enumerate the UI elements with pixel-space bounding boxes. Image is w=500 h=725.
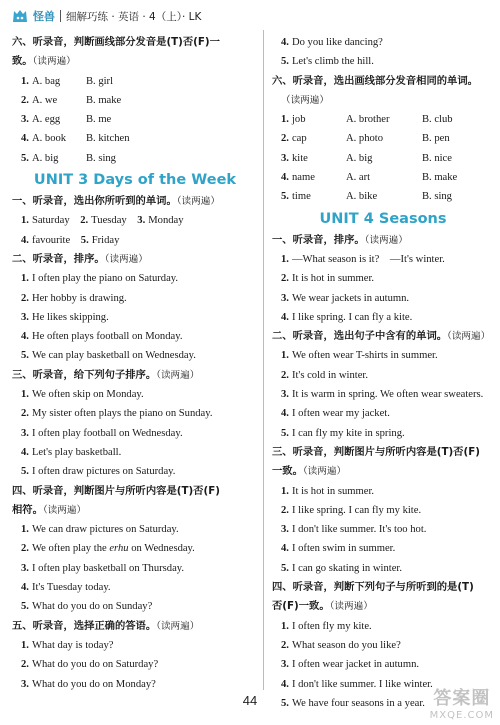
section-left-2 bbox=[12, 250, 258, 366]
list-item: 5. We can play basketball on Wednesday. bbox=[21, 350, 196, 362]
list-item: 5. Let's climb the hill. bbox=[281, 56, 374, 68]
list-item: 2. A. we B. make bbox=[21, 94, 122, 106]
list-item: 5. I often draw pictures on Saturday. bbox=[21, 466, 176, 478]
section-title: 二、听录音，选出句子中含有的单词。（读两遍） bbox=[272, 330, 491, 343]
list-item: 2. What do you do on Saturday? bbox=[21, 659, 159, 671]
list-item: 1. A. bag B. girl bbox=[21, 75, 114, 87]
column-divider bbox=[263, 30, 264, 690]
list-item: 3. He likes skipping. bbox=[21, 311, 109, 323]
list-item: 1. It is hot in summer. bbox=[281, 485, 375, 497]
section-title: 二、听录音，排序。（读两遍） bbox=[12, 252, 148, 265]
section-title: 一、听录音，选出你所听到的单词。（读两遍） bbox=[12, 195, 220, 208]
list-item: 5. time A. bike B. sing bbox=[281, 191, 452, 203]
section-right-3 bbox=[272, 443, 494, 578]
list-item: 1. I often play the piano on Saturday. bbox=[21, 273, 179, 285]
section-left-3 bbox=[12, 366, 258, 482]
section-right-6 bbox=[272, 72, 494, 207]
list-item: 2. cap A. photo B. pen bbox=[281, 133, 450, 145]
section-title-cont: 否(F)一致。（读两遍） bbox=[272, 600, 373, 613]
list-item: 4. I like spring. I can fly a kite. bbox=[281, 311, 413, 323]
section-right-continued bbox=[272, 33, 494, 72]
list-item: 4. I often wear my jacket. bbox=[281, 408, 390, 420]
list-item: 2. Her hobby is drawing. bbox=[21, 292, 127, 304]
watermark-text: 答案圈 bbox=[433, 688, 491, 709]
list-item: 5. I can go skating in winter. bbox=[281, 562, 402, 574]
word-row: 4. favourite 5. Friday bbox=[21, 234, 120, 246]
section-left-4 bbox=[12, 482, 258, 617]
list-item: 3. I often play basketball on Thursday. bbox=[21, 562, 185, 574]
section-title: 五、听录音，选择正确的答语。（读两遍） bbox=[12, 619, 200, 632]
list-item: 2. What season do you like? bbox=[281, 639, 401, 651]
list-item: 3. What do you do on Monday? bbox=[21, 678, 156, 690]
brand-name: 怪兽 bbox=[33, 10, 55, 23]
list-item: 1. We often skip on Monday. bbox=[21, 389, 144, 401]
header-separator bbox=[60, 10, 61, 22]
list-item: 3. kite A. big B. nice bbox=[281, 152, 452, 164]
page-number: 44 bbox=[242, 693, 258, 708]
page-header bbox=[12, 4, 201, 28]
list-item: 1. We often wear T-shirts in summer. bbox=[281, 350, 438, 362]
list-item: 3. A. egg B. me bbox=[21, 114, 112, 126]
section-title: 四、听录音，判断下列句子与所听到的是(T) bbox=[272, 581, 474, 594]
book-subtitle: 细解巧练 · 英语 · 4（上）· LK bbox=[66, 10, 202, 23]
list-item: 1. What day is today? bbox=[21, 639, 114, 651]
list-item: 3. I often play football on Wednesday. bbox=[21, 427, 183, 439]
list-item: 3. I don't like summer. It's too hot. bbox=[281, 524, 427, 536]
list-item: 1. —What season is it? —It's winter. bbox=[281, 253, 445, 265]
section-title: 六、听录音，选出画线部分发音相同的单词。 bbox=[272, 74, 478, 87]
section-left-1 bbox=[12, 192, 258, 250]
section-title: 一、听录音，排序。（读两遍） bbox=[272, 233, 408, 246]
section-title-cont: 致。（读两遍） bbox=[12, 55, 76, 68]
unit-3-title: UNIT 3 Days of the Week bbox=[33, 172, 237, 189]
list-item: 4. I often swim in summer. bbox=[281, 543, 396, 555]
watermark bbox=[430, 684, 494, 721]
list-item: 4. Let's play basketball. bbox=[21, 446, 122, 458]
watermark-url: MXQE.COM bbox=[429, 710, 494, 721]
list-item: 1. I often fly my kite. bbox=[281, 620, 372, 632]
section-title-cont: 相符。（读两遍） bbox=[12, 503, 87, 516]
list-item: 2. We often play the erhu on Wednesday. bbox=[21, 543, 195, 555]
section-title-cont: 一致。（读两遍） bbox=[272, 465, 347, 478]
list-item: 4. It's Tuesday today. bbox=[21, 582, 111, 594]
section-left-5 bbox=[12, 617, 258, 694]
list-item: 5. I can fly my kite in spring. bbox=[281, 427, 405, 439]
unit-4-title: UNIT 4 Seasons bbox=[319, 210, 447, 227]
list-item: 2. It is hot in summer. bbox=[281, 273, 375, 285]
list-item: 2. My sister often plays the piano on Sunday. bbox=[21, 408, 213, 420]
section-title: 六、听录音，判断画线部分发音是(T)否(F)一 bbox=[12, 36, 220, 48]
section-title: 三、听录音，给下列句子排序。（读两遍） bbox=[12, 368, 200, 381]
list-item: 4. name A. art B. make bbox=[281, 172, 458, 184]
right-column bbox=[272, 33, 494, 713]
list-item: 4. I don't like summer. I like winter. bbox=[281, 678, 433, 690]
list-item: 4. Do you like dancing? bbox=[281, 37, 383, 48]
left-column bbox=[12, 33, 258, 694]
monster-logo-icon bbox=[12, 8, 28, 24]
list-item: 4. A. book B. kitchen bbox=[21, 133, 130, 145]
section-note: （读两遍） bbox=[281, 94, 329, 106]
section-right-2 bbox=[272, 327, 494, 443]
list-item: 2. I like spring. I can fly my kite. bbox=[281, 504, 422, 516]
list-item: 3. It is warm in spring. We often wear sweaters. bbox=[281, 389, 484, 401]
list-item: 5. What do you do on Sunday? bbox=[21, 601, 153, 613]
list-item: 5. We have four seasons in a year. bbox=[281, 697, 425, 709]
list-item: 5. A. big B. sing bbox=[21, 152, 116, 164]
section-title: 四、听录音，判断图片与所听内容是(T)否(F) bbox=[12, 484, 220, 497]
section-title: 三、听录音，判断图片与所听内容是(T)否(F) bbox=[272, 445, 480, 458]
list-item: 2. It's cold in winter. bbox=[281, 369, 369, 381]
section-right-1 bbox=[272, 231, 494, 327]
list-item: 1. job A. brother B. club bbox=[281, 114, 453, 126]
list-item: 1. We can draw pictures on Saturday. bbox=[21, 524, 179, 536]
list-item: 4. He often plays football on Monday. bbox=[21, 331, 183, 343]
list-item: 3. We wear jackets in autumn. bbox=[281, 292, 410, 304]
list-item: 3. I often wear jacket in autumn. bbox=[281, 659, 420, 671]
section-left-6 bbox=[12, 33, 258, 168]
word-row: 1. Saturday 2. Tuesday 3. Monday bbox=[21, 215, 184, 227]
